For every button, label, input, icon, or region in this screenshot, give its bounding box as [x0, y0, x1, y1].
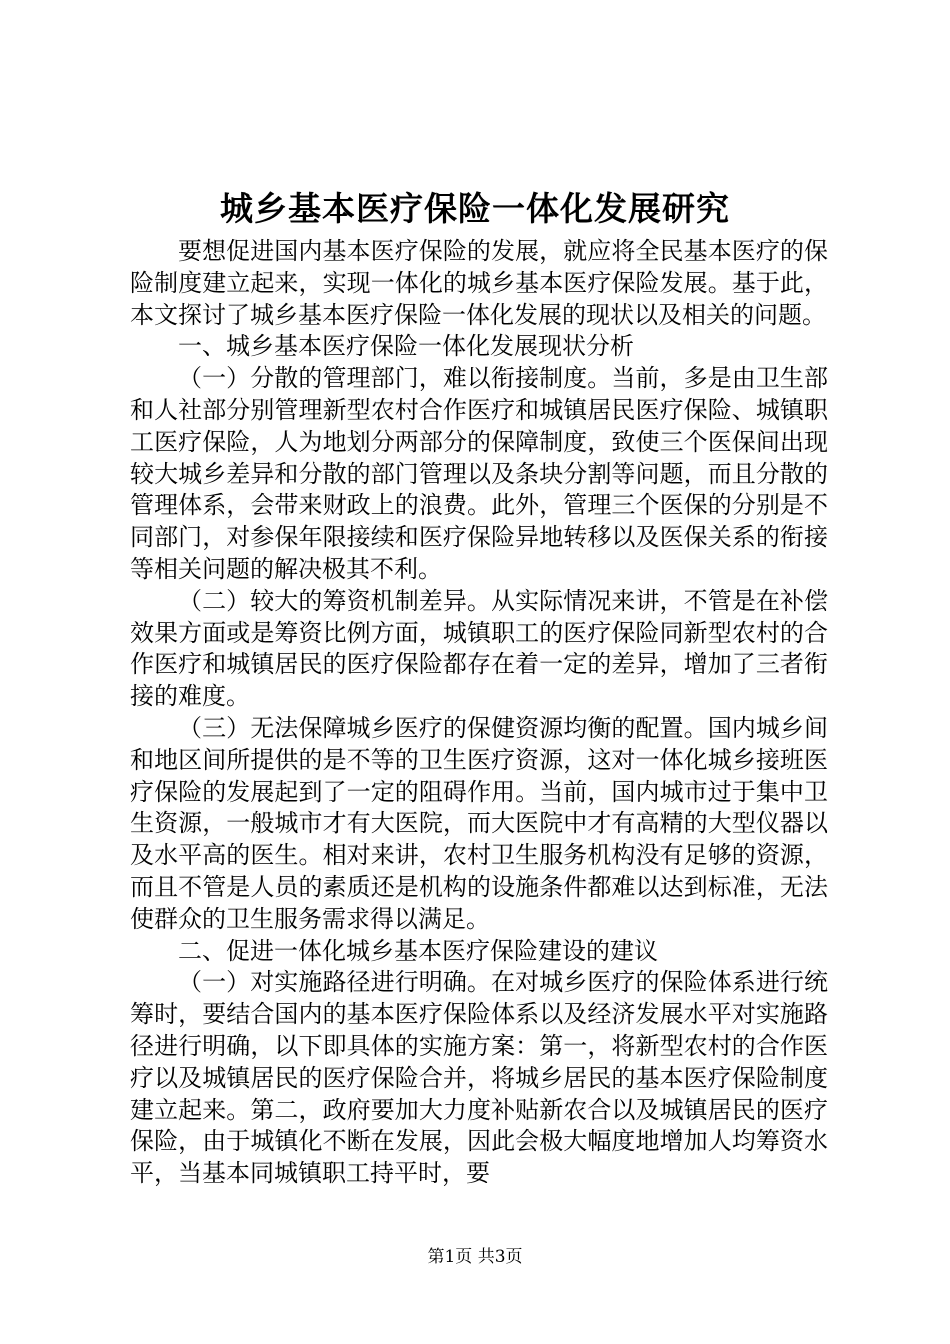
document-body — [130, 236, 828, 1190]
document-title: 城乡基本医疗保险一体化发展研究 — [220, 189, 730, 228]
paragraph-1-3: （三）无法保障城乡医疗的保健资源均衡的配置。国内城乡间和地区间所提供的是不等的卫生医疗资源，这对一体化城乡接班医疗保险的发展起到了一定的阻碍作用。当前，国内城市过于集中卫生资源，一般城市才有大医院，而大医院中才有高精的大型仪器以及水平高的医生。相对来讲，农村卫生服务机构没有足够的资源，而且不管是人员的素质还是机构的设施条件都难以达到标准，无法使群众的卫生服务需求得以满足。 — [130, 713, 828, 933]
paragraph-1-1: （一）分散的管理部门，难以衔接制度。当前，多是由卫生部和人社部分别管理新型农村合作医疗和城镇居民医疗保险、城镇职工医疗保险，人为地划分两部分的保障制度，致使三个医保间出现较大城乡差异和分散的部门管理以及条块分割等问题，而且分散的管理体系，会带来财政上的浪费。此外，管理三个医保的分别是不同部门，对参保年限接续和医疗保险异地转移以及医保关系的衔接等相关问题的解决极其不利。 — [130, 364, 828, 583]
section-heading-2: 二、促进一体化城乡基本医疗保险建设的建议 — [178, 936, 658, 965]
paragraph-2-1: （一）对实施路径进行明确。在对城乡医疗的保险体系进行统筹时，要结合国内的基本医疗保险体系以及经济发展水平对实施路径进行明确，以下即具体的实施方案：第一，将新型农村的合作医疗以及城镇居民的医疗保险合并，将城乡居民的基本医疗保险制度建立起来。第二，政府要加大力度补贴新农合以及城镇居民的医疗保险，由于城镇化不断在发展，因此会极大幅度地增加人均筹资水平，当基本同城镇职工持平时，要 — [130, 968, 828, 1188]
paragraph-1-2: （二）较大的筹资机制差异。从实际情况来讲，不管是在补偿效果方面或是筹资比例方面，城镇职工的医疗保险同新型农村的合作医疗和城镇居民的医疗保险都存在着一定的差异，增加了三者衔接的难度。 — [130, 586, 828, 711]
section-heading-1: 一、城乡基本医疗保险一体化发展现状分析 — [178, 332, 634, 361]
page-footer: 第1页 共3页 — [427, 1247, 523, 1267]
paragraph-intro: 要想促进国内基本医疗保险的发展，就应将全民基本医疗的保险制度建立起来，实现一体化的城乡基本医疗保险发展。基于此，本文探讨了城乡基本医疗保险一体化发展的现状以及相关的问题。 — [130, 237, 828, 329]
